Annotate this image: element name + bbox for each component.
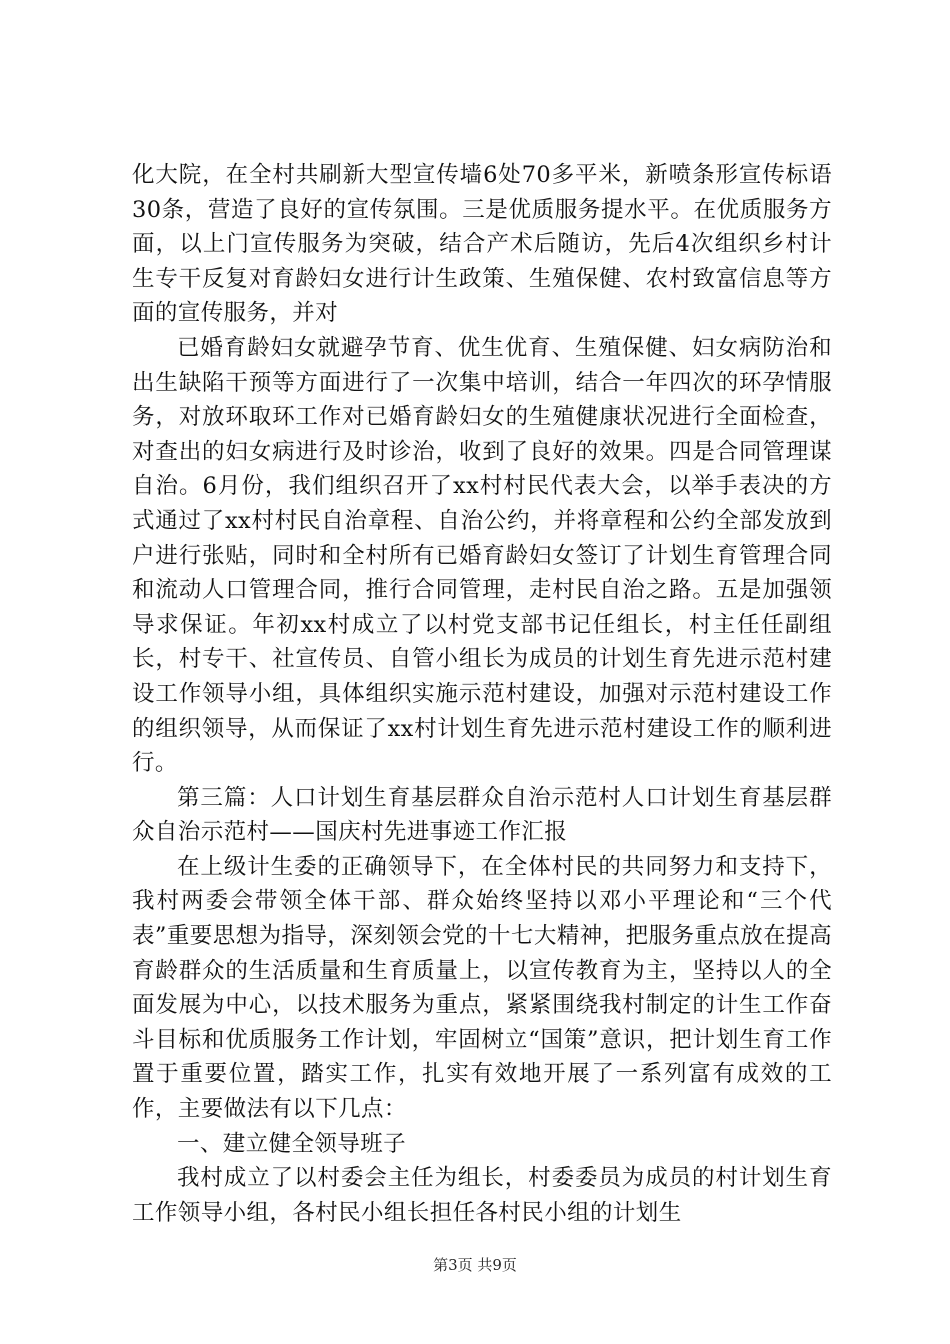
paragraph-1: 化大院，在全村共刷新大型宣传墙6处70多平米，新喷条形宣传标语30条，营造了良好的宣传氛围。三是优质服务提水平。在优质服务方面，以上门宣传服务为突破，结合产术后随访，先后4次组织乡村计生专干反复对育龄妇女进行计生政策、生殖保健、农村致富信息等方面的宣传服务，并对 (132, 162, 832, 327)
page-number-footer: 第3页 共9页 (433, 1256, 517, 1274)
paragraph-4: 在上级计生委的正确领导下，在全体村民的共同努力和支持下，我村两委会带领全体干部、群众始终坚持以邓小平理论和“三个代表”重要思想为指导，深刻领会党的十七大精神，把服务重点放在提高育龄群众的生活质量和生育质量上，以宣传教育为主，坚持以人的全面发展为中心，以技术服务为重点，紧紧围绕我村制定的计生工作奋斗目标和优质服务工作计划，牢固树立“国策”意识，把计划生育工作置于重要位置，踏实工作，扎实有效地开展了一系列富有成效的工作，主要做法有以下几点： (132, 853, 832, 1123)
paragraph-2: 已婚育龄妇女就避孕节育、优生优育、生殖保健、妇女病防治和出生缺陷干预等方面进行了一次集中培训，结合一年四次的环孕情服务，对放环取环工作对已婚育龄妇女的生殖健康状况进行全面检查，对查出的妇女病进行及时诊治，收到了良好的效果。四是合同管理谋自治。6月份，我们组织召开了xx村村民代表大会，以举手表决的方式通过了xx村村民自治章程、自治公约，并将章程和公约全部发放到户进行张贴，同时和全村所有已婚育龄妇女签订了计划生育管理合同和流动人口管理合同，推行合同管理，走村民自治之路。五是加强领导求保证。年初xx村成立了以村党支部书记任组长，村主任任副组长，村专干、社宣传员、自管小组长为成员的计划生育先进示范村建设工作领导小组，具体组织实施示范村建设，加强对示范村建设工作的组织领导，从而保证了xx村计划生育先进示范村建设工作的顺利进行。 (132, 334, 832, 777)
paragraph-6: 我村成立了以村委会主任为组长，村委委员为成员的村计划生育工作领导小组，各村民小组长担任各村民小组的计划生 (132, 1165, 832, 1226)
document-body (132, 158, 832, 1230)
paragraph-5-heading: 一、建立健全领导班子 (177, 1130, 407, 1157)
paragraph-3-section-title: 第三篇：人口计划生育基层群众自治示范村人口计划生育基层群众自治示范村——国庆村先进事迹工作汇报 (132, 784, 832, 846)
